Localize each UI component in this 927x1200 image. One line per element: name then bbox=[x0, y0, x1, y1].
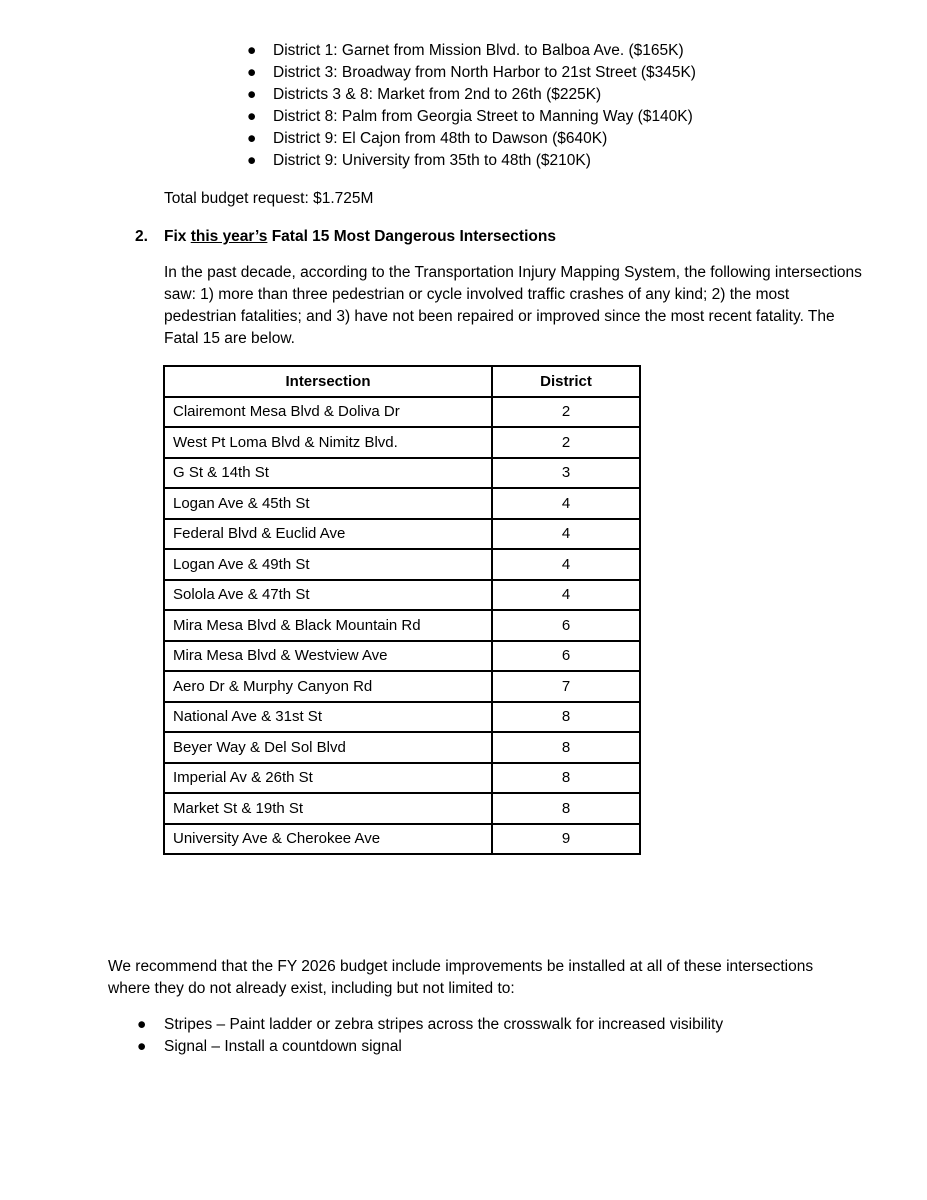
list-item: ● District 9: El Cajon from 48th to Dawson ($640K) bbox=[247, 128, 696, 150]
intersection-cell: Logan Ave & 45th St bbox=[164, 488, 492, 519]
list-item: ● Stripes – Paint ladder or zebra stripes across the crosswalk for increased visibility bbox=[137, 1014, 723, 1036]
table-row bbox=[164, 824, 640, 855]
bullet-icon: ● bbox=[247, 130, 257, 147]
bullet-icon: ● bbox=[247, 86, 257, 103]
bullet-icon: ● bbox=[137, 1038, 147, 1055]
table-row bbox=[164, 702, 640, 733]
intersection-cell: Imperial Av & 26th St bbox=[164, 763, 492, 794]
intersection-cell: Logan Ave & 49th St bbox=[164, 549, 492, 580]
table-row bbox=[164, 793, 640, 824]
table-row bbox=[164, 641, 640, 672]
intersection-cell: University Ave & Cherokee Ave bbox=[164, 824, 492, 855]
table-row bbox=[164, 458, 640, 489]
table-row bbox=[164, 580, 640, 611]
list-item: ● District 3: Broadway from North Harbor to 21st Street ($345K) bbox=[247, 62, 696, 84]
total-budget: Total budget request: $1.725M bbox=[164, 190, 374, 207]
table-row bbox=[164, 519, 640, 550]
bullet-icon: ● bbox=[137, 1016, 147, 1033]
table-row bbox=[164, 763, 640, 794]
bullet-icon: ● bbox=[247, 64, 257, 81]
district-cell: 8 bbox=[492, 763, 640, 794]
recommendation-paragraph: We recommend that the FY 2026 budget include improvements be installed at all of these intersections where they do not already exist, including but not limited to: bbox=[108, 958, 814, 997]
table-row bbox=[164, 488, 640, 519]
heading-underlined: this year’s bbox=[190, 228, 268, 245]
column-header-district: District bbox=[492, 366, 640, 397]
district-cell: 4 bbox=[492, 488, 640, 519]
intersection-cell: Clairemont Mesa Blvd & Doliva Dr bbox=[164, 397, 492, 428]
table-row bbox=[164, 732, 640, 763]
district-cell: 6 bbox=[492, 641, 640, 672]
district-cell: 7 bbox=[492, 671, 640, 702]
table-row bbox=[164, 549, 640, 580]
district-cell: 8 bbox=[492, 732, 640, 763]
district-cell: 9 bbox=[492, 824, 640, 855]
district-cell: 6 bbox=[492, 610, 640, 641]
bullet-icon: ● bbox=[247, 42, 257, 59]
intersection-cell: National Ave & 31st St bbox=[164, 702, 492, 733]
section-paragraph: In the past decade, according to the Transportation Injury Mapping System, the following intersections saw: 1) more than three pedestrian or cycle involved traffic crashes of any kind; 2) the most pedestrian fatalities; and 3) have not been repaired or improved since the most recent fatality. The Fatal 15 are below. bbox=[164, 264, 862, 347]
table-row bbox=[164, 671, 640, 702]
table-header-row bbox=[164, 366, 640, 397]
table-row bbox=[164, 397, 640, 428]
bullet-icon: ● bbox=[247, 108, 257, 125]
list-item: ● District 9: University from 35th to 48th ($210K) bbox=[247, 150, 696, 172]
improvements-list bbox=[137, 1014, 723, 1058]
fatal-15-table bbox=[163, 365, 641, 855]
section-heading bbox=[135, 226, 556, 248]
district-cell: 2 bbox=[492, 397, 640, 428]
intersection-cell: G St & 14th St bbox=[164, 458, 492, 489]
section-number: 2. bbox=[135, 228, 148, 245]
district-cell: 3 bbox=[492, 458, 640, 489]
list-item: ● District 8: Palm from Georgia Street to Manning Way ($140K) bbox=[247, 106, 696, 128]
district-cell: 4 bbox=[492, 580, 640, 611]
intersection-cell: Beyer Way & Del Sol Blvd bbox=[164, 732, 492, 763]
intersection-cell: Solola Ave & 47th St bbox=[164, 580, 492, 611]
district-projects-list bbox=[247, 40, 696, 172]
intersection-cell: West Pt Loma Blvd & Nimitz Blvd. bbox=[164, 427, 492, 458]
list-item: ● Districts 3 & 8: Market from 2nd to 26th ($225K) bbox=[247, 84, 696, 106]
table-row bbox=[164, 427, 640, 458]
district-cell: 2 bbox=[492, 427, 640, 458]
district-cell: 8 bbox=[492, 702, 640, 733]
list-item: ● Signal – Install a countdown signal bbox=[137, 1036, 723, 1058]
intersection-cell: Mira Mesa Blvd & Black Mountain Rd bbox=[164, 610, 492, 641]
list-item: ● District 1: Garnet from Mission Blvd. to Balboa Ave. ($165K) bbox=[247, 40, 696, 62]
column-header-intersection: Intersection bbox=[164, 366, 492, 397]
heading-prefix: Fix bbox=[164, 228, 191, 245]
district-cell: 4 bbox=[492, 519, 640, 550]
heading-suffix: Fatal 15 Most Dangerous Intersections bbox=[267, 228, 556, 245]
intersection-cell: Market St & 19th St bbox=[164, 793, 492, 824]
table-row bbox=[164, 610, 640, 641]
bullet-icon: ● bbox=[247, 152, 257, 169]
intersection-cell: Aero Dr & Murphy Canyon Rd bbox=[164, 671, 492, 702]
intersection-cell: Mira Mesa Blvd & Westview Ave bbox=[164, 641, 492, 672]
district-cell: 4 bbox=[492, 549, 640, 580]
intersection-cell: Federal Blvd & Euclid Ave bbox=[164, 519, 492, 550]
district-cell: 8 bbox=[492, 793, 640, 824]
